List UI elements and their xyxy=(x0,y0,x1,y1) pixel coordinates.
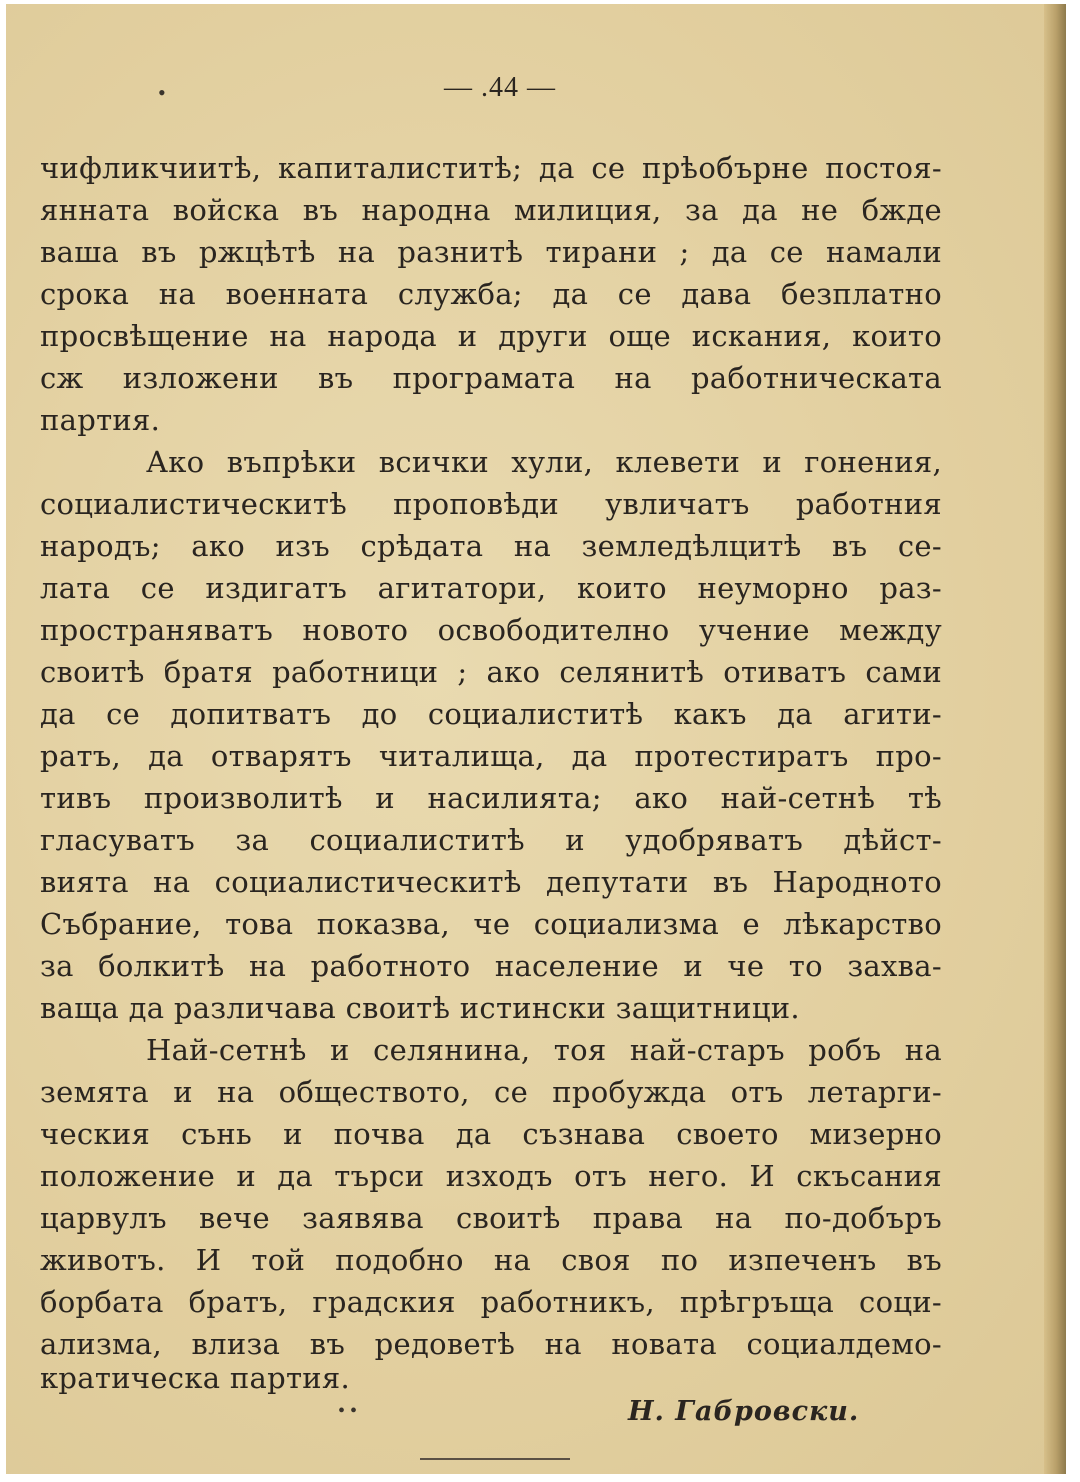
text-line: борбата братъ, градския работникъ, прѣгръща соци- xyxy=(40,1285,942,1319)
page-spine-shadow xyxy=(1044,4,1066,1474)
text-line: просвѣщение на народа и други още искания, които xyxy=(40,319,942,353)
paragraph-start-line: Ако въпрѣки всички хули, клевети и гонения, xyxy=(146,445,942,479)
text-line: чифликчиитѣ, капиталиститѣ; да се прѣобърне постоя- xyxy=(40,151,942,185)
text-line: за болкитѣ на работното население и че то захва- xyxy=(40,949,942,983)
text-line: гласуватъ за социалиститѣ и удобряватъ дѣйст- xyxy=(40,823,942,857)
text-line: вията на социалистическитѣ депутати въ Народното xyxy=(40,865,942,899)
page-number: — .44 — xyxy=(444,72,556,103)
page-dot-mark: • xyxy=(158,80,166,105)
text-line: ваща да различава своитѣ истински защитници. xyxy=(40,991,800,1025)
text-line: кратическа партия. xyxy=(40,1361,351,1395)
text-line: сж изложени въ програмата на работническата xyxy=(40,361,942,395)
text-line: вашa въ ржцѣтѣ на разнитѣ тирани ; да се намали xyxy=(40,235,942,269)
text-line: пространяватъ новото освободително учение между xyxy=(40,613,942,647)
ink-speck-mark: • • xyxy=(338,1400,358,1422)
bottom-rule-divider xyxy=(420,1458,570,1460)
text-line: янната войска въ народна милиция, за да не бжде xyxy=(40,193,942,227)
text-line: ализма, влиза въ редоветѣ на новата социалдемо- xyxy=(40,1327,942,1361)
text-line: земята и на обществото, се пробужда отъ летарги- xyxy=(40,1075,942,1109)
text-line: партия. xyxy=(40,403,161,437)
paragraph-start-line: Най-сетнѣ и селянина, тоя най-старъ робъ на xyxy=(146,1033,942,1067)
author-signature: Н. Габровски. xyxy=(628,1396,860,1427)
text-line: Събрание, това показва, че социализма е лѣкарство xyxy=(40,907,942,941)
text-line: народъ; ако изъ срѣдата на земледѣлцитѣ въ се- xyxy=(40,529,942,563)
text-line: царвулъ вече заявява своитѣ права на по-добъръ xyxy=(40,1201,942,1235)
text-line: ческия сънь и почва да съзнава своето мизерно xyxy=(40,1117,942,1151)
text-line: ратъ, да отварятъ читалища, да протестиратъ про- xyxy=(40,739,942,773)
text-line: своитѣ братя работници ; ако селянитѣ отиватъ сами xyxy=(40,655,942,689)
text-line: да се допитватъ до социалиститѣ какъ да агити- xyxy=(40,697,942,731)
text-line: социалистическитѣ проповѣди увличатъ работния xyxy=(40,487,942,521)
text-line: тивъ произволитѣ и насилията; ако най-сетнѣ тѣ xyxy=(40,781,942,815)
text-line: лата се издигатъ агитатори, които неуморно раз- xyxy=(40,571,942,605)
text-line: животъ. И той подобно на своя по изпеченъ въ xyxy=(40,1243,942,1277)
text-line: срока на военната служба; да се дава безплатно xyxy=(40,277,942,311)
text-line: положение и да търси изходъ отъ него. И скъсания xyxy=(40,1159,942,1193)
